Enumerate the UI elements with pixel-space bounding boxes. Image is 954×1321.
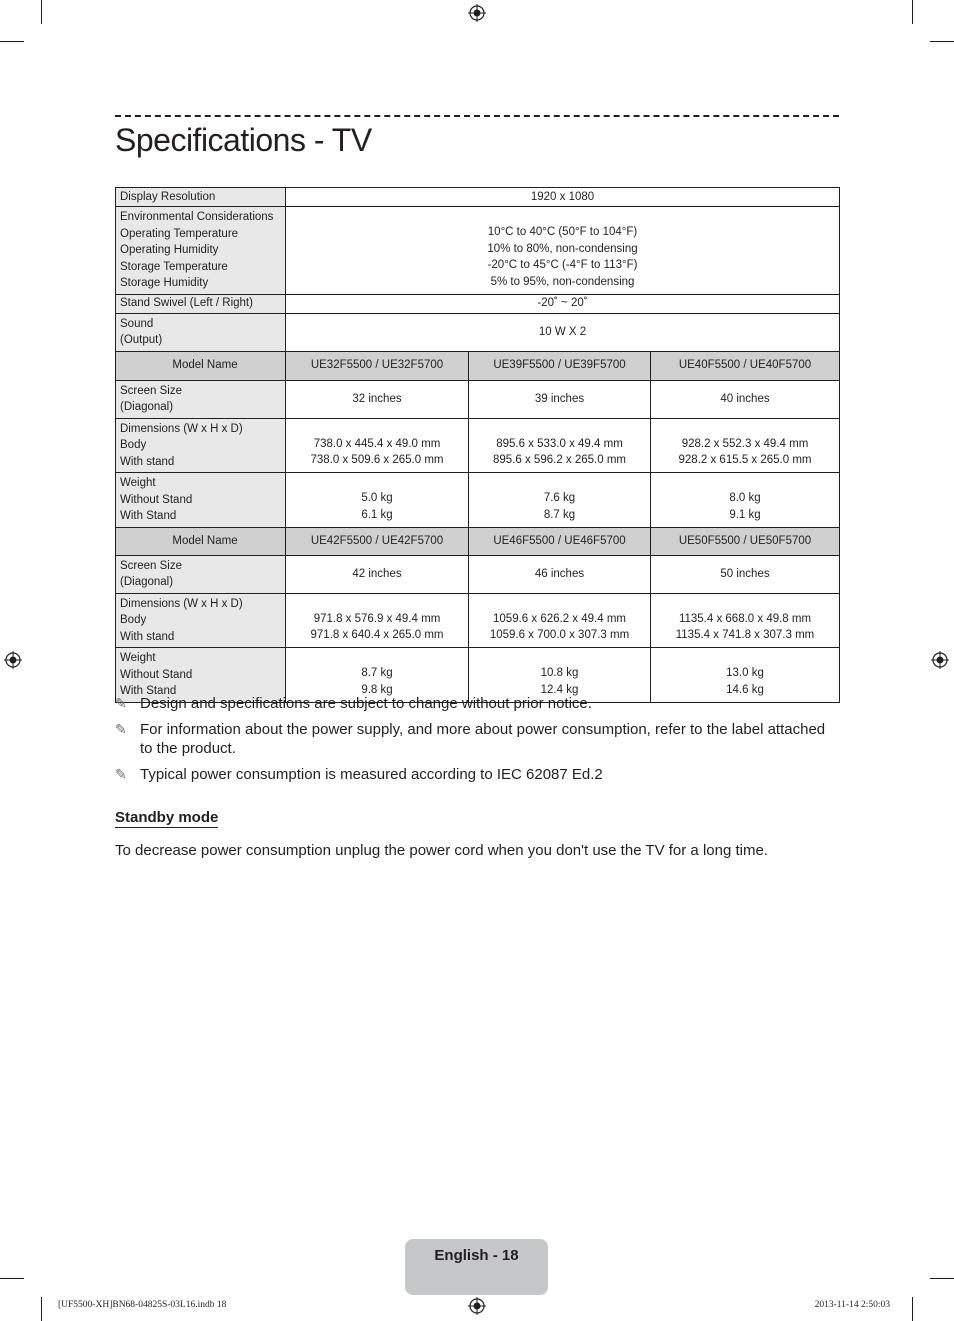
row-label: Display Resolution [116, 188, 286, 207]
screen-size: 32 inches [286, 380, 469, 418]
crop-mark [912, 0, 913, 24]
note-text: Typical power consumption is measured according to IEC 62087 Ed.2 [140, 766, 603, 783]
dimensions-cell [651, 418, 840, 473]
dimension-body: 928.2 x 552.3 x 49.4 mm [681, 437, 809, 450]
row-label [116, 555, 286, 593]
model-name: UE42F5500 / UE42F5700 [286, 527, 469, 555]
label-line: Without Stand [120, 668, 193, 681]
weight-without-stand: 10.8 kg [540, 667, 579, 680]
crop-mark [0, 1278, 24, 1279]
dimension-with-stand: 1135.4 x 741.8 x 307.3 mm [675, 629, 815, 642]
print-footer-file: [UF5500-XH]BN68-04825S-03L16.indb 18 [58, 1300, 227, 1310]
table-row [116, 188, 840, 207]
row-value: 1920 x 1080 [286, 188, 840, 207]
table-row [116, 555, 840, 593]
weight-without-stand: 5.0 kg [361, 492, 393, 505]
dimension-with-stand: 895.6 x 596.2 x 265.0 mm [493, 454, 626, 467]
label-line: Screen Size [120, 384, 183, 397]
dimension-body: 738.0 x 445.4 x 49.0 mm [313, 437, 441, 450]
weight-with-stand: 8.7 kg [543, 508, 576, 521]
row-value [286, 207, 840, 295]
row-label [116, 380, 286, 418]
crop-mark [930, 1278, 954, 1279]
crop-mark [41, 1297, 42, 1321]
value-line: 10°C to 40°C (50°F to 104°F) [487, 226, 638, 239]
label-line: Dimensions (W x H x D) [120, 597, 243, 610]
row-label [116, 593, 286, 648]
note-item [115, 694, 839, 713]
crop-mark [0, 41, 24, 42]
value-line: 5% to 95%, non-condensing [490, 275, 635, 288]
row-label [116, 418, 286, 473]
weight-with-stand: 12.4 kg [540, 683, 579, 696]
crop-mark [912, 1297, 913, 1321]
dimension-with-stand: 928.2 x 615.5 x 265.0 mm [678, 454, 812, 467]
weight-with-stand: 9.8 kg [361, 683, 393, 696]
model-name: UE50F5500 / UE50F5700 [651, 527, 840, 555]
label-line: Environmental Considerations [120, 211, 274, 223]
dimensions-cell [286, 593, 469, 648]
model-name: UE32F5500 / UE32F5700 [286, 351, 469, 380]
label-line: With stand [120, 455, 175, 468]
label-line: Operating Temperature [120, 227, 239, 240]
row-label: Model Name [116, 351, 286, 380]
dimensions-cell [651, 593, 840, 648]
weight-cell [651, 473, 840, 528]
table-row [116, 473, 840, 528]
note-item [115, 720, 839, 758]
note-item [115, 765, 839, 784]
weight-without-stand: 13.0 kg [726, 667, 764, 680]
model-name: UE39F5500 / UE39F5700 [469, 351, 651, 380]
model-name: UE46F5500 / UE46F5700 [469, 527, 651, 555]
label-line: Without Stand [120, 493, 193, 506]
dimensions-cell [469, 418, 651, 473]
label-line: Body [120, 614, 147, 626]
label-line: Weight [120, 652, 156, 664]
row-label: Model Name [116, 527, 286, 555]
label-line: Operating Humidity [120, 244, 219, 256]
row-value: -20˚ ~ 20˚ [286, 294, 840, 313]
dimension-body: 895.6 x 533.0 x 49.4 mm [496, 437, 623, 450]
weight-with-stand: 6.1 kg [361, 508, 393, 521]
standby-text: To decrease power consumption unplug the power cord when you don't use the TV for a long time. [115, 842, 768, 859]
dimensions-cell [286, 418, 469, 473]
screen-size: 40 inches [651, 380, 840, 418]
table-row [116, 313, 840, 351]
table-row [116, 418, 840, 473]
standby-heading: Standby mode [115, 809, 219, 826]
spec-table [115, 187, 840, 703]
dimension-body: 971.8 x 576.9 x 49.4 mm [313, 612, 441, 625]
registration-mark-icon [931, 651, 949, 669]
row-label [116, 473, 286, 528]
label-line: Dimensions (W x H x D) [120, 422, 243, 435]
label-line: Weight [120, 477, 156, 489]
model-header-row [116, 351, 840, 380]
weight-without-stand: 7.6 kg [543, 492, 576, 505]
weight-without-stand: 8.0 kg [729, 492, 761, 505]
row-label [116, 313, 286, 351]
row-value: 10 W X 2 [286, 313, 840, 351]
registration-mark-icon [468, 1297, 486, 1315]
page-number-badge: English - 18 [405, 1239, 548, 1295]
model-header-row [116, 527, 840, 555]
registration-mark-icon [468, 4, 486, 22]
label-line: (Diagonal) [120, 401, 174, 413]
weight-without-stand: 8.7 kg [361, 667, 393, 680]
label-line: Body [120, 439, 147, 451]
crop-mark [41, 0, 42, 24]
table-row [116, 207, 840, 295]
crop-mark [930, 41, 954, 42]
row-label [116, 207, 286, 295]
weight-with-stand: 14.6 kg [726, 683, 764, 696]
weight-cell [469, 473, 651, 528]
page-title: Specifications - TV [115, 122, 372, 158]
label-line: (Diagonal) [120, 576, 174, 588]
table-row [116, 593, 840, 648]
pencil-icon: ✎ [115, 766, 127, 782]
pencil-icon: ✎ [115, 695, 127, 711]
table-row [116, 294, 840, 313]
value-line: 10% to 80%, non-condensing [487, 242, 638, 255]
notes-list [115, 694, 839, 791]
label-line: Screen Size [120, 559, 183, 572]
label-line: Sound [120, 317, 154, 330]
registration-mark-icon [4, 651, 22, 669]
note-text: For information about the power supply, and more about power consumption, refer to the label attached to the product. [140, 721, 826, 757]
screen-size: 39 inches [469, 380, 651, 418]
screen-size: 50 inches [651, 555, 840, 593]
dimensions-cell [469, 593, 651, 648]
title-divider [115, 115, 839, 117]
label-line: With Stand [120, 510, 177, 522]
label-line: Storage Temperature [120, 260, 228, 273]
weight-cell [286, 473, 469, 528]
weight-with-stand: 9.1 kg [729, 508, 761, 521]
dimension-with-stand: 1059.6 x 700.0 x 307.3 mm [489, 629, 630, 642]
value-line: -20°C to 45°C (-4°F to 113°F) [487, 259, 638, 272]
screen-size: 46 inches [469, 555, 651, 593]
dimension-with-stand: 738.0 x 509.6 x 265.0 mm [310, 454, 444, 467]
label-line: (Output) [120, 334, 163, 346]
note-text: Design and specifications are subject to change without prior notice. [140, 695, 592, 712]
dimension-body: 1059.6 x 626.2 x 49.4 mm [493, 612, 626, 625]
row-label: Stand Swivel (Left / Right) [116, 294, 286, 313]
dimension-body: 1135.4 x 668.0 x 49.8 mm [678, 612, 812, 625]
dimension-with-stand: 971.8 x 640.4 x 265.0 mm [310, 629, 444, 642]
label-line: With Stand [120, 685, 177, 697]
label-line: Storage Humidity [120, 277, 209, 289]
print-footer-timestamp: 2013-11-14 2:50:03 [814, 1300, 890, 1310]
model-name: UE40F5500 / UE40F5700 [651, 351, 840, 380]
label-line: With stand [120, 630, 175, 643]
table-row [116, 380, 840, 418]
pencil-icon: ✎ [115, 721, 127, 737]
screen-size: 42 inches [286, 555, 469, 593]
